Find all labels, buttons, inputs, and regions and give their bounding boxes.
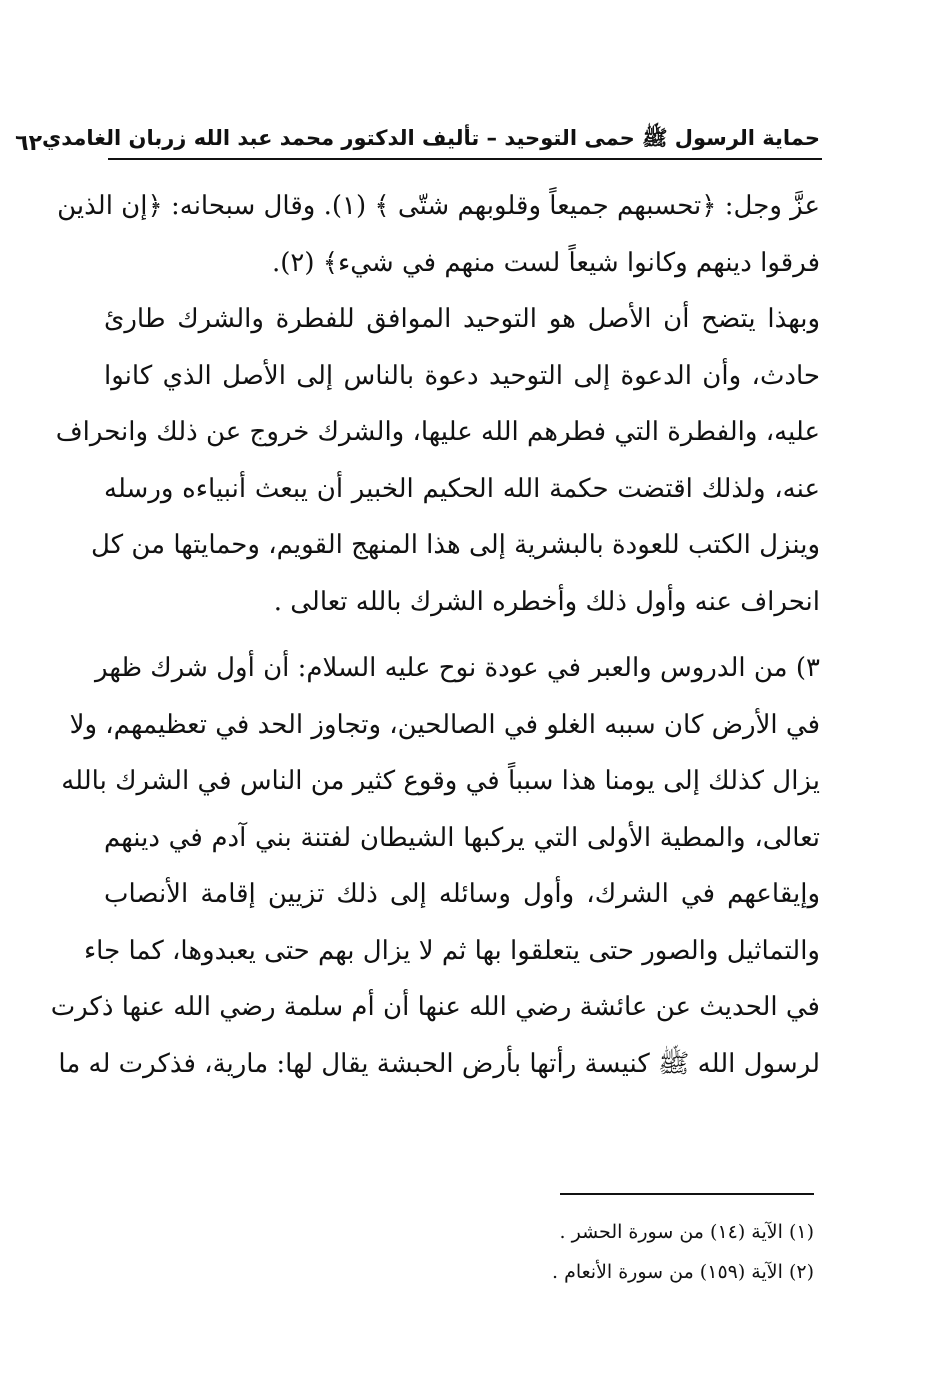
text-line: في الحديث عن عائشة رضي الله عنها أن أم سلمة رضي الله عنها ذكرت <box>50 992 820 1022</box>
text-line: انحراف عنه وأول ذلك وأخطره الشرك بالله تعالى . <box>273 586 820 617</box>
text-line: لرسول الله ﷺ كنيسة رأتها بأرض الحبشة يقال لها: مارية، فذكرت له ما <box>58 1048 820 1079</box>
footnote-divider <box>560 1193 814 1195</box>
text-line: والتماثيل والصور حتى يتعلقوا بها ثم لا يزال بهم حتى يعبدوها، كما جاء <box>83 935 820 966</box>
footnotes <box>300 1212 814 1292</box>
text-line: تعالى، والمطية الأولى التي يركبها الشيطان لفتنة بني آدم في دينهم <box>104 822 820 853</box>
text-line: في الأرض كان سببه الغلو في الصالحين، وتجاوز الحد في تعظيمهم، ولا <box>69 709 820 740</box>
main-text <box>50 178 820 1092</box>
page-number: ٦٢ <box>15 131 43 156</box>
text-line: وبهذا يتضح أن الأصل هو التوحيد الموافق للفطرة والشرك طارئ <box>104 304 820 334</box>
text-line: حادث، وأن الدعوة إلى التوحيد دعوة بالناس إلى الأصل الذي كانوا <box>104 360 820 391</box>
header-divider <box>108 158 822 160</box>
footnote: (٢) الآية (١٥٩) من سورة الأنعام . <box>551 1261 814 1283</box>
text-line: عليه، والفطرة التي فطرهم الله عليها، والشرك خروج عن ذلك وانحراف <box>55 417 820 447</box>
text-line: وينزل الكتب للعودة بالبشرية إلى هذا المنهج القويم، وحمايتها من كل <box>91 530 820 560</box>
text-line: ٣) من الدروس والعبر في عودة نوح عليه السلام: أن أول شرك ظهر <box>95 653 820 683</box>
text-line: يزال كذلك إلى يومنا هذا سبباً في وقوع كثير من الناس في الشرك بالله <box>61 766 820 796</box>
running-header <box>15 116 820 156</box>
running-header-title: حماية الرسول ﷺ حمى التوحيد – تأليف الدكتور محمد عبد الله زربان الغامدي <box>42 126 820 150</box>
text-line: وإيقاعهم في الشرك، وأول وسائله إلى ذلك تزيين إقامة الأنصاب <box>104 879 820 909</box>
text-line: عزَّ وجل: ﴿تحسبهم جميعاً وقلوبهم شتّى ﴾ (١). وقال سبحانه: ﴿إن الذين <box>57 191 820 221</box>
text-line: عنه، ولذلك اقتضت حكمة الله الحكيم الخبير أن يبعث أنبياءه ورسله <box>104 473 820 504</box>
text-line: فرقوا دينهم وكانوا شيعاً لست منهم في شيء﴾ (٢). <box>271 247 820 278</box>
footnote: (١) الآية (١٤) من سورة الحشر . <box>559 1221 814 1243</box>
